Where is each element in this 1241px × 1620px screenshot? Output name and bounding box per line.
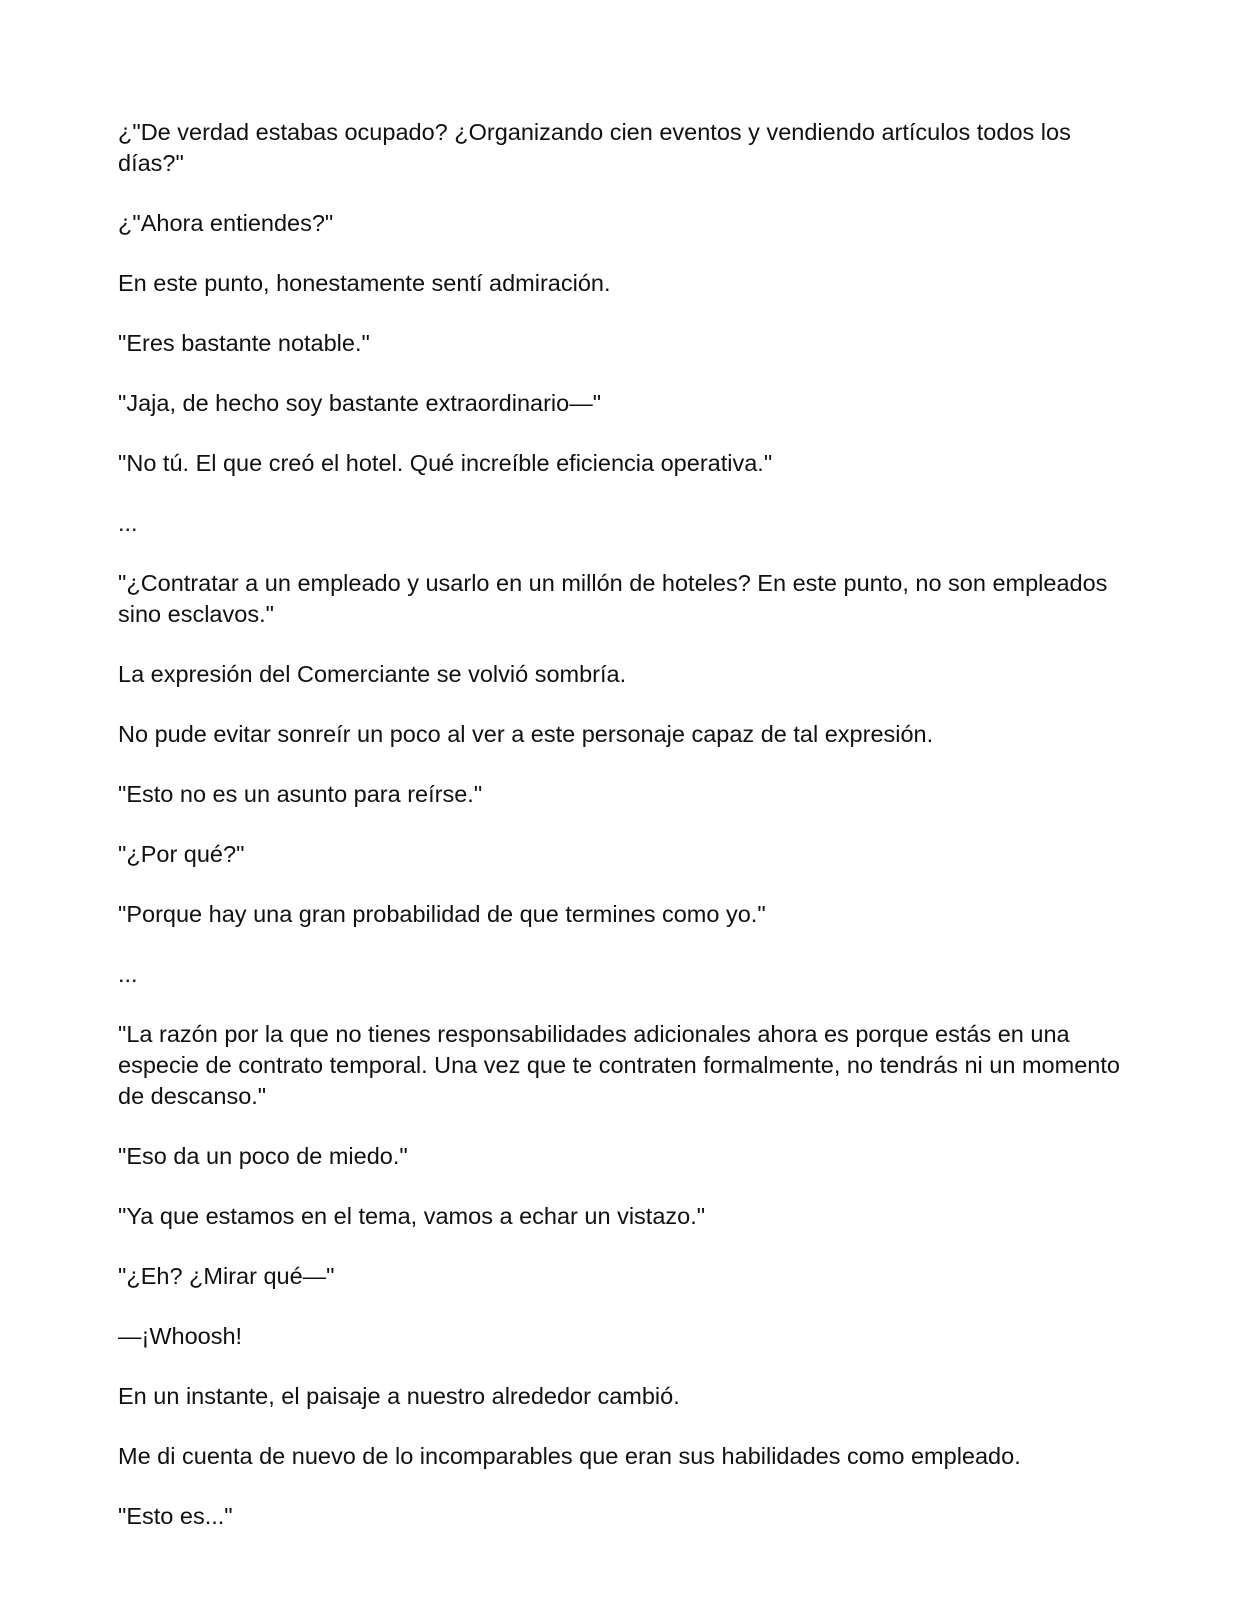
paragraph-11: "Esto no es un asunto para reírse." xyxy=(118,781,483,807)
paragraph-15: "La razón por la que no tienes responsabilidades adicionales ahora es porque estás en una especie de contrato temporal. Una vez que te contraten formalmente, no tendrás ni un momento de descanso." xyxy=(118,1021,1120,1109)
paragraph-1: ¿"De verdad estabas ocupado? ¿Organizando cien eventos y vendiendo artículos todos los días?" xyxy=(118,119,1071,176)
paragraph-6: "No tú. El que creó el hotel. Qué increíble eficiencia operativa." xyxy=(118,450,773,476)
paragraph-9: La expresión del Comerciante se volvió sombría. xyxy=(118,661,627,687)
paragraph-22: "Esto es..." xyxy=(118,1503,233,1529)
paragraph-8: "¿Contratar a un empleado y usarlo en un millón de hoteles? En este punto, no son empleados sino esclavos." xyxy=(118,570,1108,627)
paragraph-5: "Jaja, de hecho soy bastante extraordinario—" xyxy=(118,390,602,416)
paragraph-17: "Ya que estamos en el tema, vamos a echar un vistazo." xyxy=(118,1203,706,1229)
paragraph-14: ... xyxy=(118,961,138,987)
paragraph-18: "¿Eh? ¿Mirar qué—" xyxy=(118,1263,335,1289)
paragraph-12: "¿Por qué?" xyxy=(118,841,245,867)
paragraph-3: En este punto, honestamente sentí admiración. xyxy=(118,270,611,296)
paragraph-20: En un instante, el paisaje a nuestro alrededor cambió. xyxy=(118,1383,680,1409)
paragraph-21: Me di cuenta de nuevo de lo incomparables que eran sus habilidades como empleado. xyxy=(118,1443,1021,1469)
paragraph-7: ... xyxy=(118,510,138,536)
paragraph-19: —¡Whoosh! xyxy=(118,1323,243,1349)
paragraph-13: "Porque hay una gran probabilidad de que termines como yo." xyxy=(118,901,766,927)
paragraph-16: "Eso da un poco de miedo." xyxy=(118,1143,408,1169)
paragraph-2: ¿"Ahora entiendes?" xyxy=(118,210,334,236)
paragraph-10: No pude evitar sonreír un poco al ver a este personaje capaz de tal expresión. xyxy=(118,721,934,747)
paragraph-4: "Eres bastante notable." xyxy=(118,330,370,356)
